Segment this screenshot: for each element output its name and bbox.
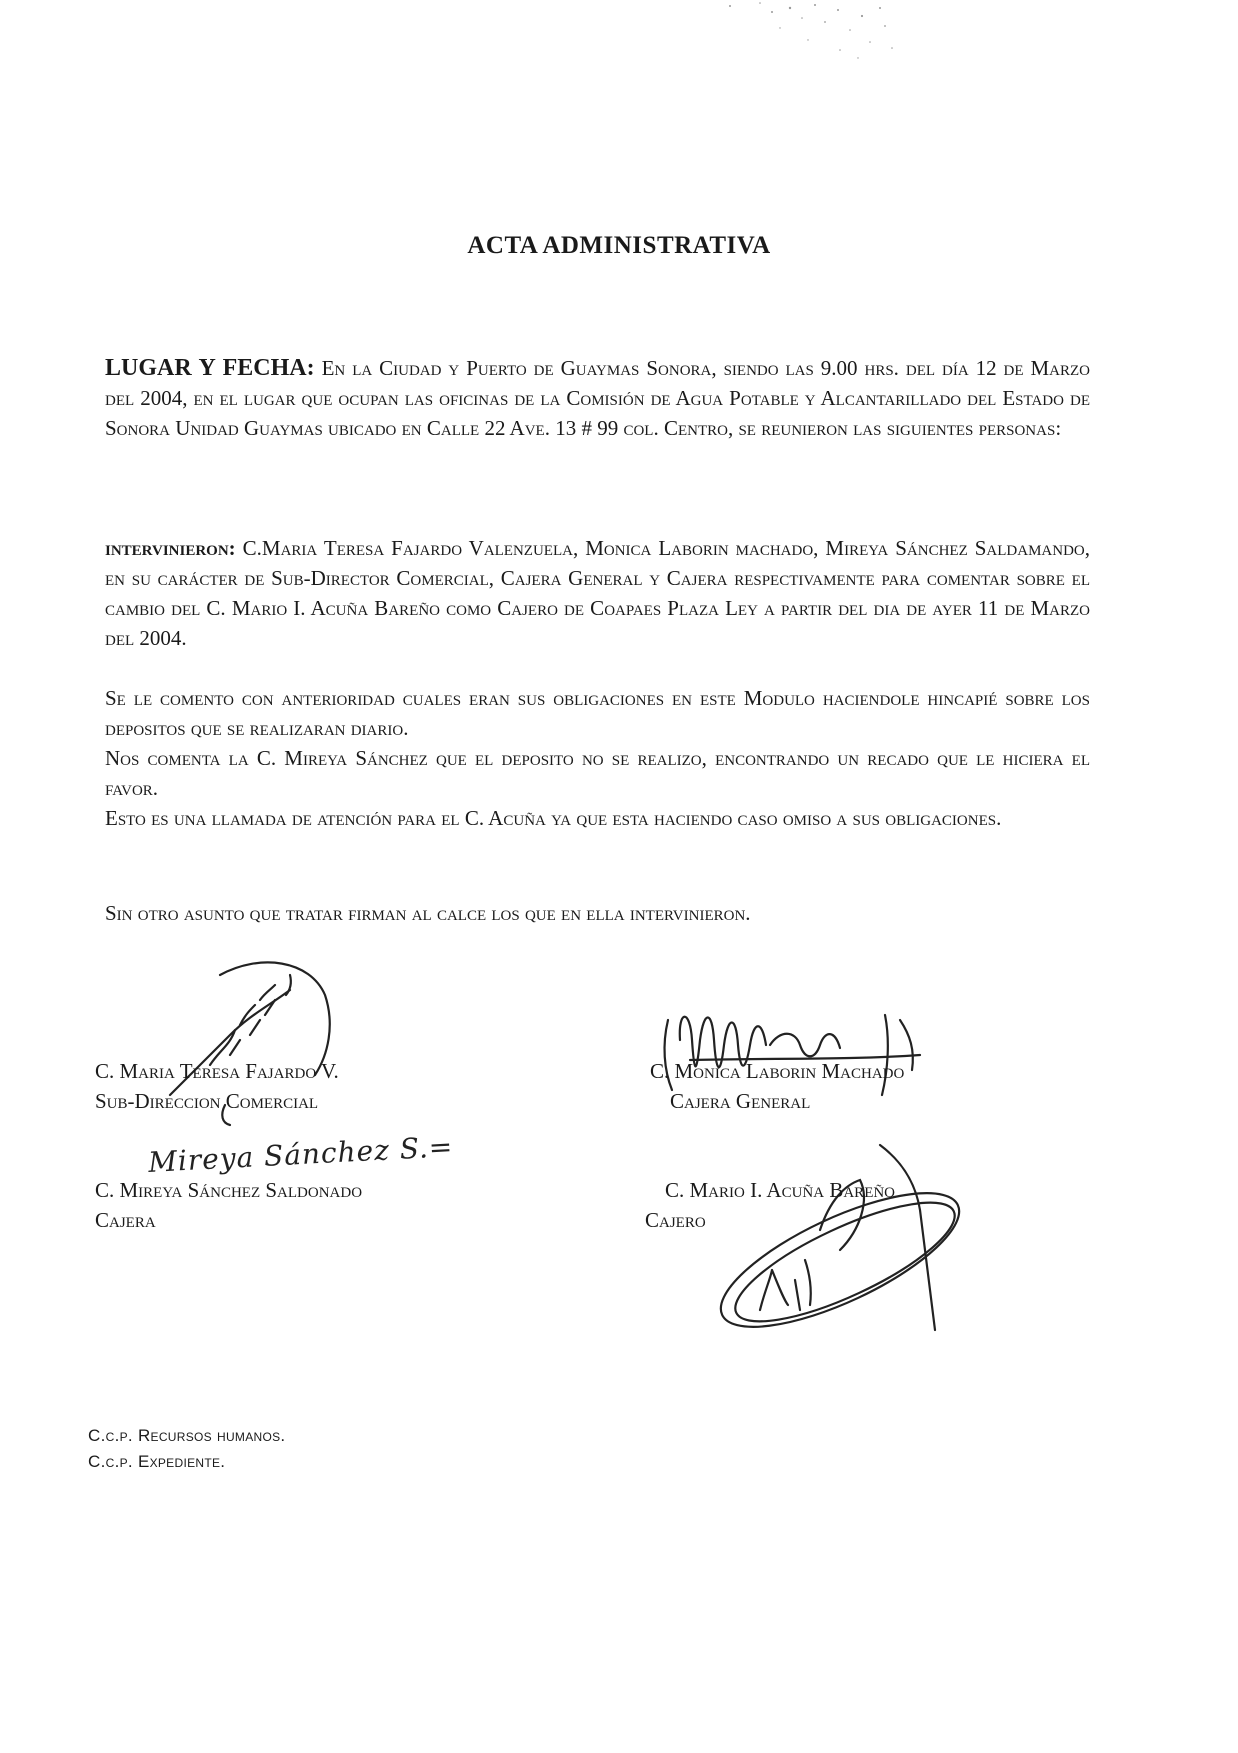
- signer-role-sanchez: Cajera: [95, 1208, 156, 1232]
- signature-sanchez: Mireya Sánchez S.=: [147, 1130, 455, 1179]
- paragraph-deposito: Nos comenta la C. Mireya Sánchez que el deposito no se realizo, encontrando un recado que le hiciera el favor.: [105, 746, 1090, 800]
- ccp-expediente: C.c.p. Expediente.: [88, 1452, 226, 1471]
- scan-noise: [720, 0, 900, 70]
- document-title: ACTA ADMINISTRATIVA: [467, 232, 771, 259]
- paragraph-obligaciones: Se le comento con anterioridad cuales eran sus obligaciones en este Modulo haciendole hincapié sobre los depositos que se realizaran diario.: [105, 686, 1090, 740]
- signer-name-sanchez: C. Mireya Sánchez Saldonado: [95, 1178, 363, 1202]
- intervinieron-paragraph: [105, 533, 1090, 653]
- signature-block-laborin: [650, 1056, 904, 1116]
- ccp-list: [88, 1423, 285, 1475]
- lugar-fecha-label: LUGAR Y FECHA:: [105, 355, 315, 381]
- signer-role-fajardo: Sub-Direccion Comercial: [95, 1089, 319, 1113]
- intervinieron-label: intervinieron:: [105, 536, 236, 560]
- signer-role-acuna: Cajero: [645, 1208, 706, 1232]
- signer-name-acuna: C. Mario I. Acuña Bareño: [665, 1178, 896, 1202]
- lugar-fecha-text: En la Ciudad y Puerto de Guaymas Sonora, siendo las 9.00 hrs. del día 12 de Marzo del 2004, en el lugar que ocupan las oficinas de la Comisión de Agua Potable y Alcantarillado del Estado de Sonora Unidad Guaymas ubicado en Calle 22 Ave. 13 # 99 col. Centro, se reunieron las siguientes personas:: [105, 356, 1091, 440]
- signature-block-sanchez: [95, 1175, 362, 1235]
- intervinieron-text: C.Maria Teresa Fajardo Valenzuela, Monica Laborin machado, Mireya Sánchez Saldamando, en su carácter de Sub-Director Comercial, Cajera General y Cajera respectivamente para comentar sobre el cambio del C. Mario I. Acuña Bareño como Cajero de Coapaes Plaza Ley a partir del dia de ayer 11 de Marzo del 2004.: [105, 536, 1091, 650]
- ccp-recursos-humanos: C.c.p. Recursos humanos.: [88, 1426, 286, 1445]
- signer-name-fajardo: C. Maria Teresa Fajardo V.: [95, 1059, 339, 1083]
- closing-paragraph: Sin otro asunto que tratar firman al calce los que en ella intervinieron.: [105, 901, 751, 925]
- lugar-fecha-paragraph: [105, 353, 1090, 443]
- paragraph-llamada: Esto es una llamada de atención para el C. Acuña ya que esta haciendo caso omiso a sus obligaciones.: [105, 806, 1002, 830]
- signature-block-acuna: [645, 1175, 896, 1235]
- body-paragraphs: [105, 683, 1090, 833]
- signature-acuna: [700, 1140, 980, 1350]
- signer-role-laborin: Cajera General: [670, 1089, 811, 1113]
- signer-name-laborin: C. Monica Laborin Machado: [650, 1059, 905, 1083]
- signature-block-fajardo: [95, 1056, 339, 1116]
